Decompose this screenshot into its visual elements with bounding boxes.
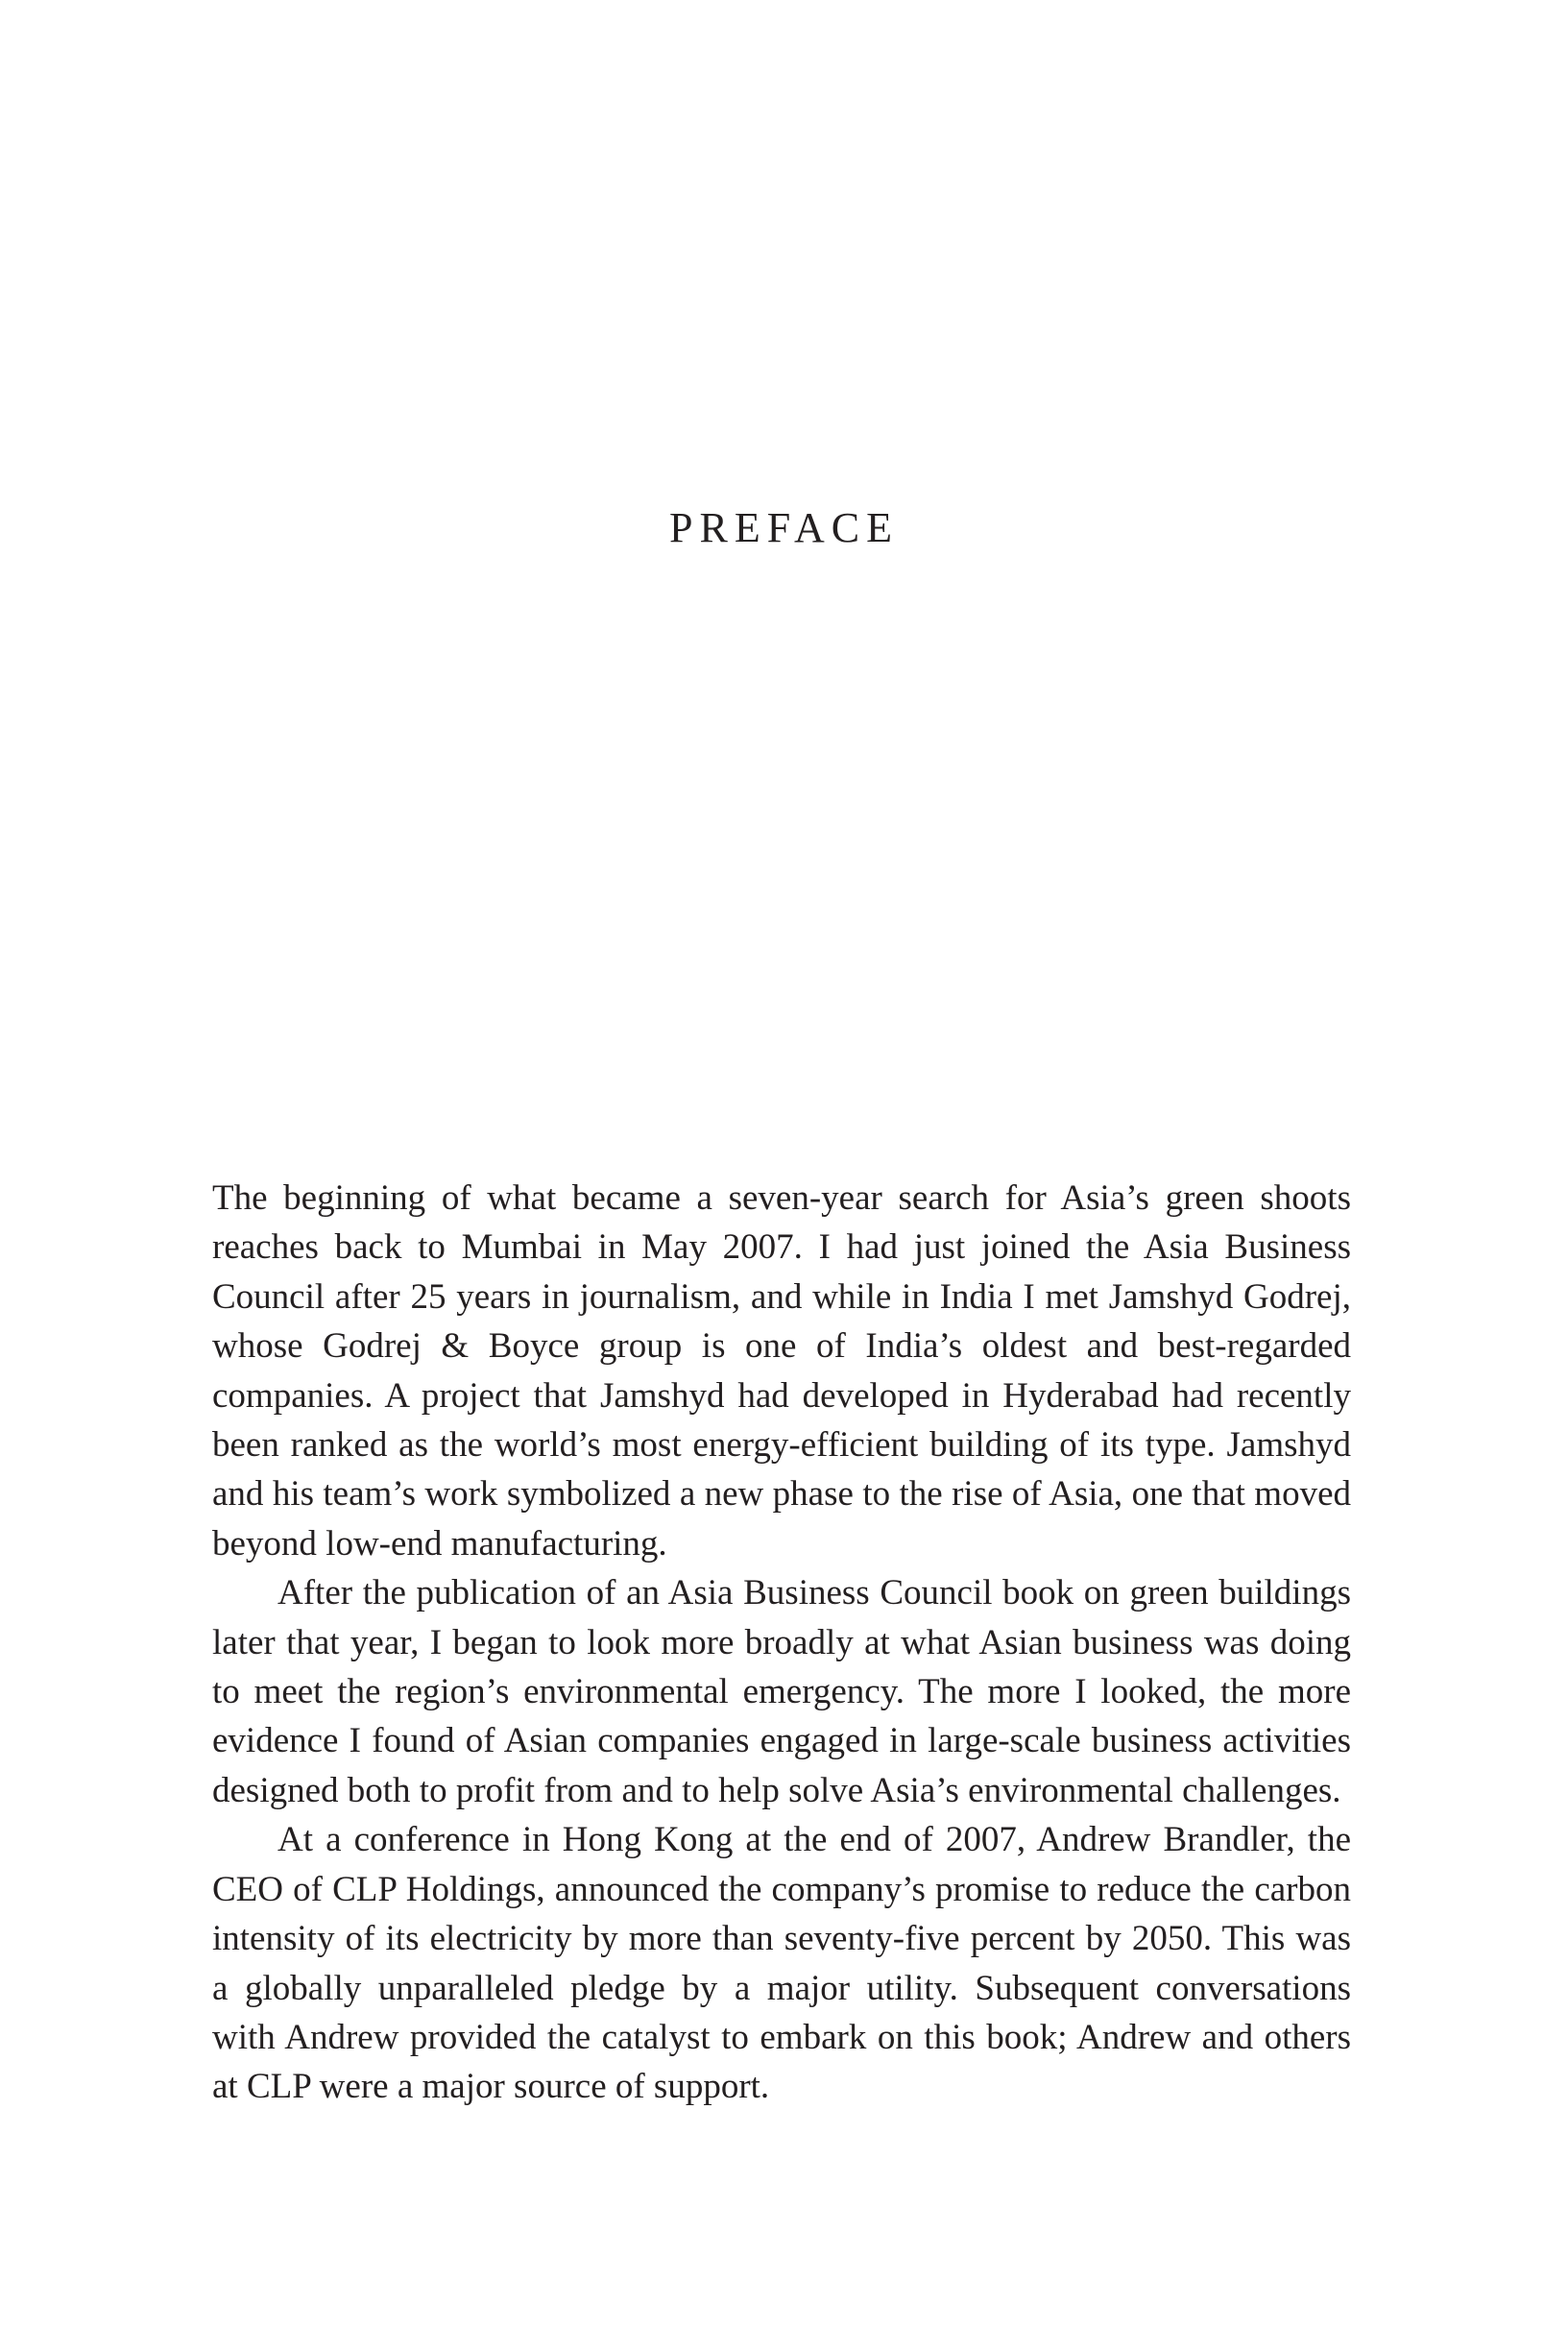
- preface-body: [212, 1174, 1351, 2112]
- paragraph-1: The beginning of what became a seven-year search for Asia’s green shoots reaches back to Mumbai in May 2007. I had just joined the Asia Business Council after 25 years in journalism, and while in India I met Jamshyd Godrej, whose Godrej & Boyce group is one of India’s oldest and best-regarded companies. A project that Jamshyd had developed in Hyderabad had recently been ranked as the world’s most energy-efficient building of its type. Jamshyd and his team’s work symbolized a new phase to the rise of Asia, one that moved beyond low-end manufacturing.: [212, 1178, 1351, 1564]
- paragraph-3: At a conference in Hong Kong at the end of 2007, Andrew Brandler, the CEO of CLP Holdings, announced the company’s promise to reduce the carbon intensity of its electricity by more than seventy-five percent by 2050. This was a globally unparalleled pledge by a major utility. Subsequent conversations with Andrew provided the catalyst to embark on this book; Andrew and others at CLP were a major source of support.: [212, 1820, 1351, 2107]
- paragraph-2: After the publication of an Asia Business Council book on green buildings later that year, I began to look more broadly at what Asian business was doing to meet the region’s environmental emergency. The more I looked, the more evidence I found of Asian companies engaged in large-scale business activities designed both to profit from and to help solve Asia’s environmental challenges.: [212, 1573, 1351, 1810]
- chapter-title: PREFACE: [669, 504, 899, 551]
